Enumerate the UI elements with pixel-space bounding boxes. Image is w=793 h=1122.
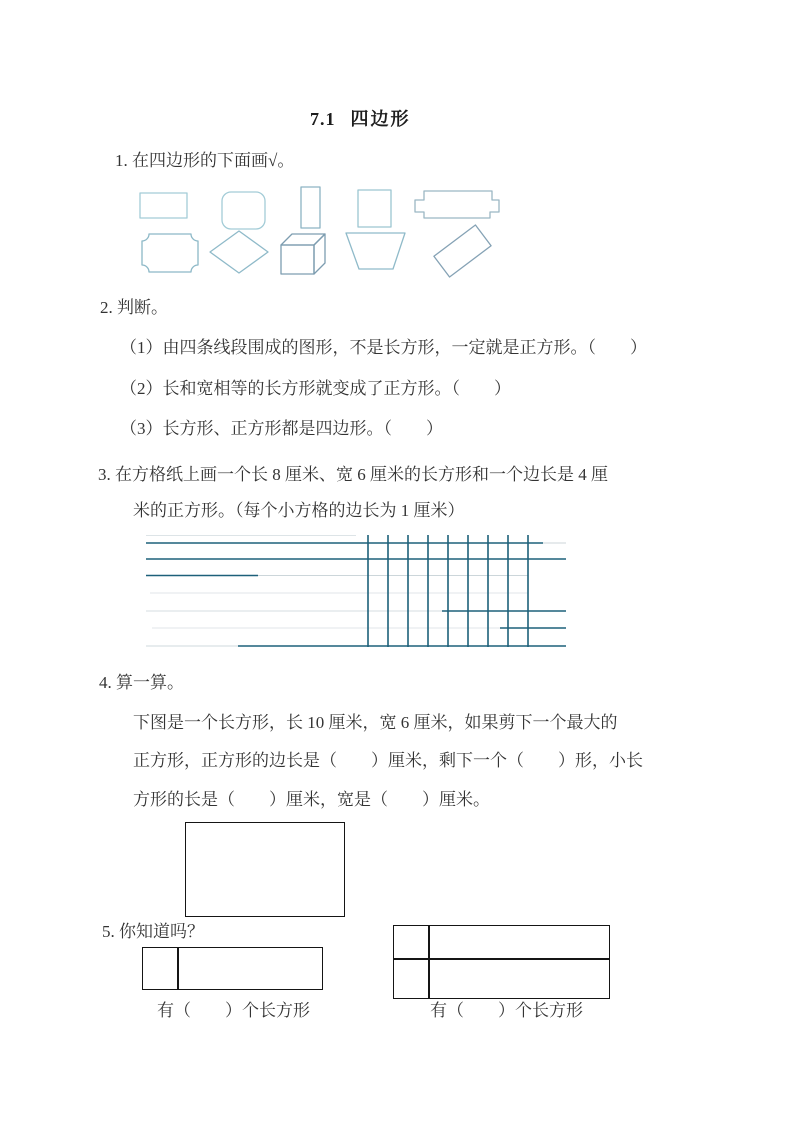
- shape-notched-bar: [415, 191, 499, 218]
- q4-rectangle-figure: [185, 822, 345, 917]
- q4-line-3: 方形的长是（ ）厘米，宽是（ ）厘米。: [133, 790, 490, 809]
- q5-figure-1: [142, 947, 323, 990]
- q5-caption-1: 有（ ）个长方形: [157, 1001, 310, 1020]
- shape-trapezoid: [346, 233, 405, 269]
- q5-label: 5. 你知道吗？: [102, 922, 204, 941]
- shape-rectangle: [140, 193, 187, 218]
- q5-figure-2-vertical-divider: [428, 926, 430, 998]
- q3-grid-paper: [140, 528, 572, 652]
- shape-tall-rectangle: [301, 187, 320, 228]
- q4-label: 4. 算一算。: [99, 673, 184, 692]
- title-section-number: 7.1: [310, 109, 336, 129]
- shape-ticket-rectangle: [142, 234, 198, 272]
- q1-shapes-figure: [130, 182, 510, 288]
- q3-line-2: 米的正方形。（每个小方格的边长为 1 厘米）: [133, 501, 465, 520]
- q2-item-2: （2）长和宽相等的长方形就变成了正方形。（ ）: [120, 379, 511, 398]
- shape-rounded-square: [222, 192, 265, 229]
- q5-figure-1-vertical-divider: [177, 948, 179, 989]
- q5-caption-2: 有（ ）个长方形: [430, 1001, 583, 1020]
- page-title: [310, 105, 411, 131]
- title-section-name: 四边形: [350, 109, 411, 129]
- q2-item-1: （1）由四条线段围成的图形，不是长方形，一定就是正方形。（ ）: [120, 338, 647, 357]
- q2-item-3: （3）长方形、正方形都是四边形。（ ）: [120, 419, 443, 438]
- q5-figure-2-horizontal-divider: [394, 958, 609, 960]
- q1-label: 1. 在四边形的下面画√。: [115, 151, 295, 170]
- q4-line-1: 下图是一个长方形，长 10 厘米，宽 6 厘米，如果剪下一个最大的: [133, 713, 618, 732]
- shape-diamond: [210, 231, 268, 273]
- shape-square: [358, 190, 391, 227]
- q3-line-1: 3. 在方格纸上画一个长 8 厘米、宽 6 厘米的长方形和一个边长是 4 厘: [98, 465, 608, 484]
- q4-line-2: 正方形，正方形的边长是（ ）厘米，剩下一个（ ）形，小长: [133, 751, 643, 770]
- q2-label: 2. 判断。: [100, 298, 168, 317]
- shape-rotated-rectangle: [434, 225, 491, 277]
- q5-figure-2: [393, 925, 610, 999]
- shape-cube: [281, 234, 325, 274]
